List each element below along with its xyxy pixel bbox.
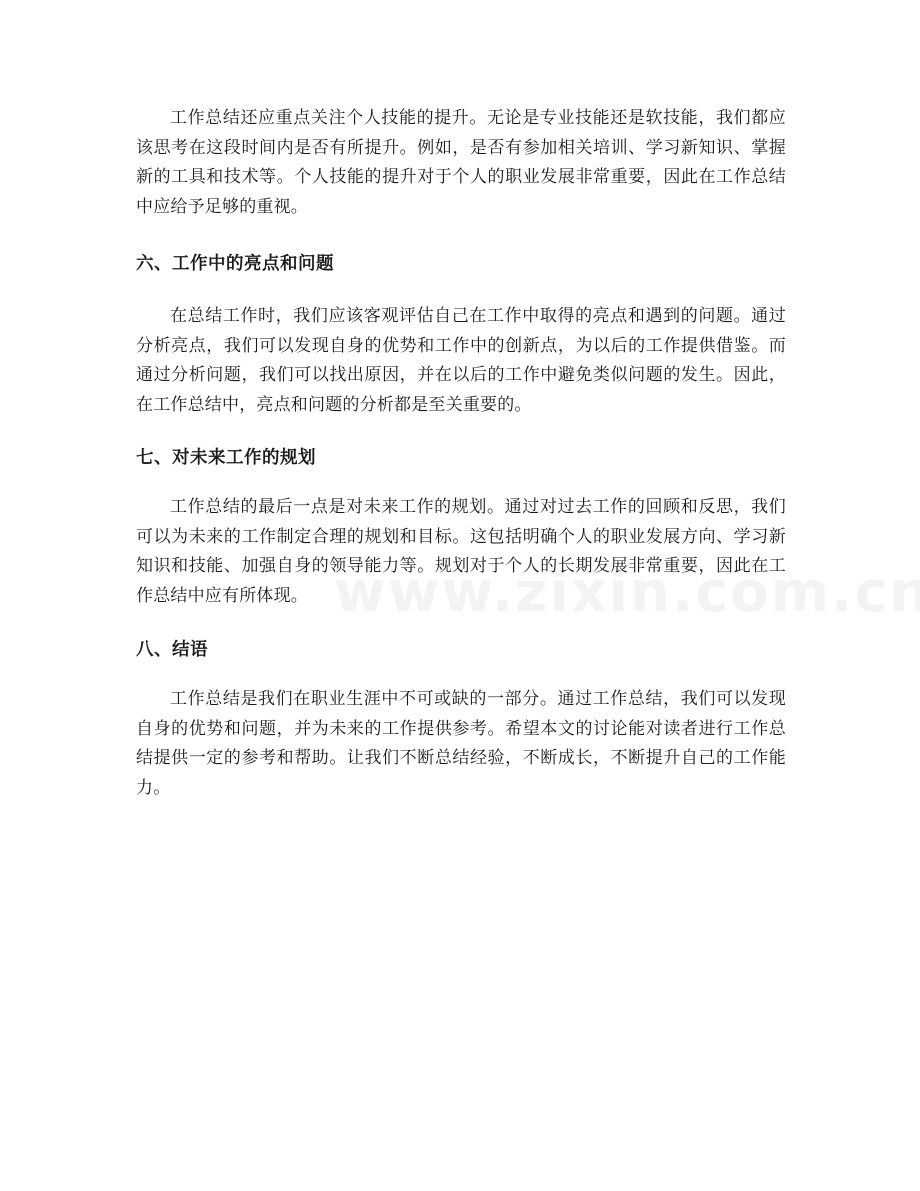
paragraph-highlights: 在总结工作时，我们应该客观评估自己在工作中取得的亮点和遇到的问题。通过分析亮点，我们可以发现自身的优势和工作中的创新点，为以后的工作提供借鉴。而通过分析问题，我们可以找出原因，并在以后的工作中避免类似问题的发生。因此，在工作总结中，亮点和问题的分析都是至关重要的。 xyxy=(136,306,786,415)
document-body xyxy=(136,104,786,803)
paragraph-conclusion: 工作总结是我们在职业生涯中不可或缺的一部分。通过工作总结，我们可以发现自身的优势和问题，并为未来的工作提供参考。希望本文的讨论能对读者进行工作总结提供一定的参考和帮助。让我们不断总结经验，不断成长，不断提升自己的工作能力。 xyxy=(136,689,786,798)
section-heading-7: 七、对未来工作的规划 xyxy=(136,448,316,468)
paragraph-planning: 工作总结的最后一点是对未来工作的规划。通过对过去工作的回顾和反思，我们可以为未来的工作制定合理的规划和目标。这包括明确个人的职业发展方向、学习新知识和技能、加强自身的领导能力等。规划对于个人的长期发展非常重要，因此在工作总结中应有所体现。 xyxy=(136,497,786,606)
section-heading-6: 六、工作中的亮点和问题 xyxy=(136,254,334,274)
paragraph-skills: 工作总结还应重点关注个人技能的提升。无论是专业技能还是软技能，我们都应该思考在这段时间内是否有所提升。例如，是否有参加相关培训、学习新知识、掌握新的工具和技术等。个人技能的提升对于个人的职业发展非常重要，因此在工作总结中应给予足够的重视。 xyxy=(136,108,786,217)
section-heading-8: 八、结语 xyxy=(136,640,208,660)
